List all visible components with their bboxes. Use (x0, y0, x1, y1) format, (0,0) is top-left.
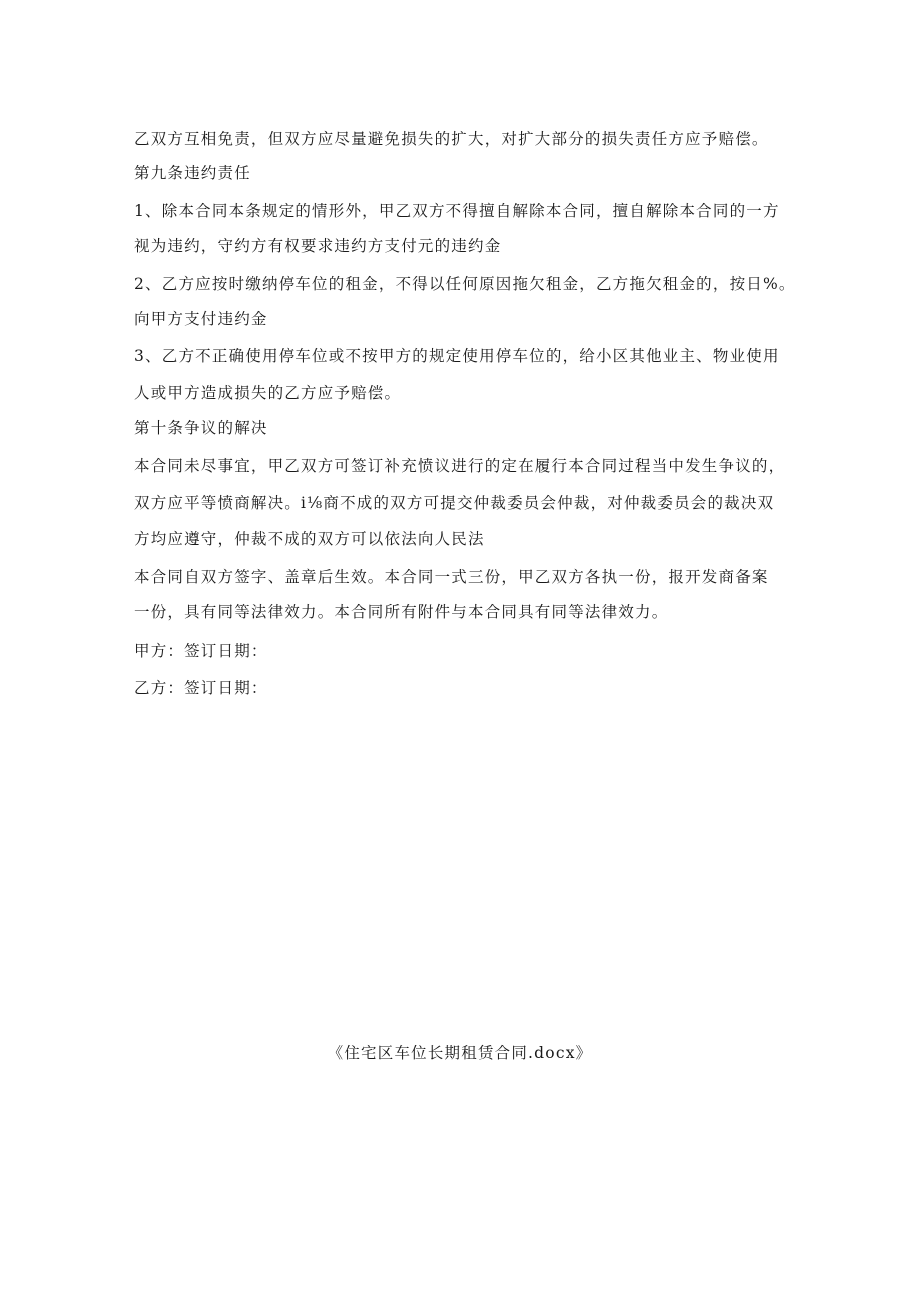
text-line: 本合同自双方签字、盖章后生效。本合同一式三份，甲乙双方各执一份，报开发商备案 (134, 568, 769, 586)
document-footer-filename: 《住宅区车位长期租赁合同.docx》 (327, 1044, 593, 1062)
text-line: 一份，具有同等法律效力。本合同所有附件与本合同具有同等法律效力。 (134, 603, 669, 621)
text-line: 向甲方支付违约金 (134, 310, 268, 328)
signature-line-party-a: 甲方：签订日期： (134, 642, 268, 660)
text-line: 2、乙方应按时缴纳停车位的租金，不得以任何原因拖欠租金，乙方拖欠租金的，按日%。 (134, 275, 796, 293)
text-line: 人或甲方造成损失的乙方应予赔偿。 (134, 384, 402, 402)
text-line: 视为违约，守约方有权要求违约方支付元的违约金 (134, 237, 502, 255)
text-line: 1、除本合同本条规定的情形外，甲乙双方不得擅自解除本合同，擅自解除本合同的一方 (134, 202, 780, 220)
text-line: 本合同未尽事宜，甲乙双方可签订补充愤议进行的定在履行本合同过程当中发生争议的， (134, 457, 786, 475)
section-heading-breach: 第九条违约责任 (134, 164, 251, 182)
text-line: 3、乙方不正确使用停车位或不按甲方的规定使用停车位的，给小区其他业主、物业使用 (134, 347, 780, 365)
text-line: 乙双方互相免责，但双方应尽量避免损失的扩大，对扩大部分的损失责任方应予赔偿。 (134, 130, 769, 148)
section-heading-dispute: 第十条争议的解决 (134, 419, 268, 437)
text-line: 双方应平等愤商解决。i⅛商不成的双方可提交仲裁委员会仲裁，对仲裁委员会的裁决双 (134, 494, 775, 512)
text-line: 方均应遵守，仲裁不成的双方可以依法向人民法 (134, 530, 485, 548)
signature-line-party-b: 乙方：签订日期： (134, 679, 268, 697)
